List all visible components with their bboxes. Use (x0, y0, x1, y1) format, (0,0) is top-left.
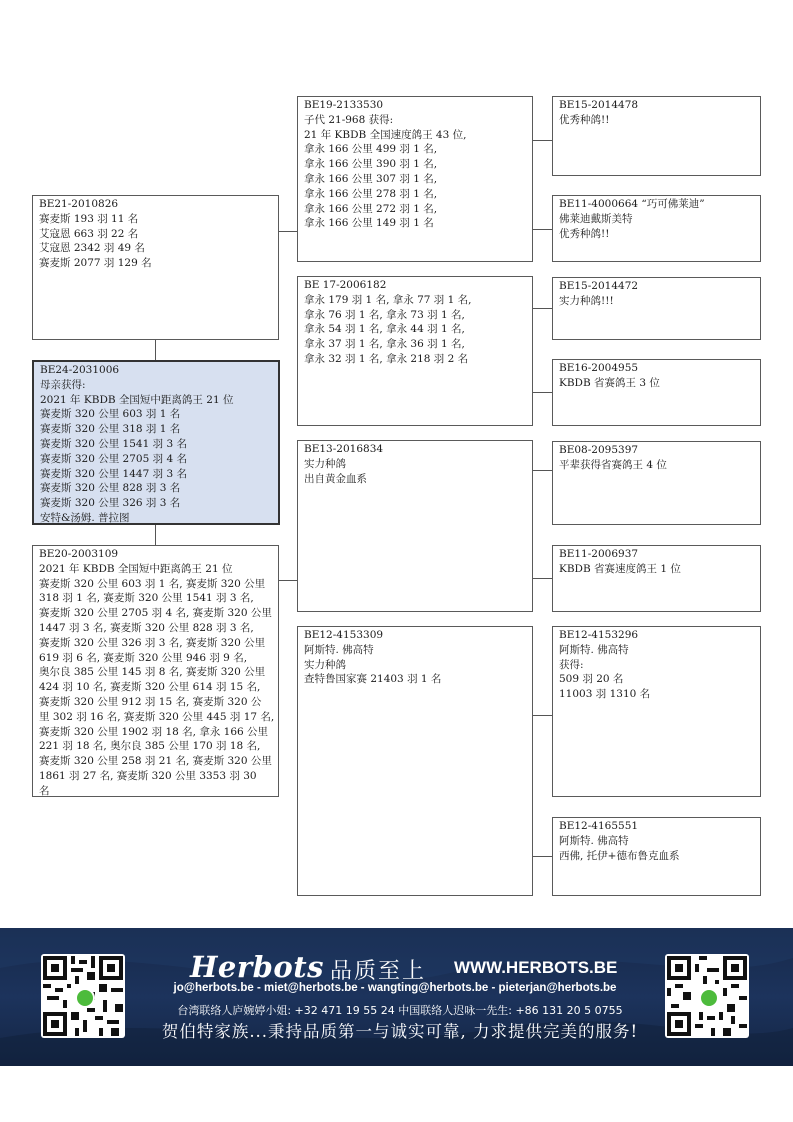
ring-number: BE08-2095397 (559, 444, 639, 456)
herbots-logo: Herbots (190, 950, 324, 984)
line-icon (75, 988, 95, 1008)
info-line: 优秀种鸽!! (559, 113, 610, 126)
info-line: 实力种鸽 (304, 457, 346, 470)
result-line: 424 羽 10 名, 赛麦斯 320 公里 614 羽 15 名, (39, 681, 261, 694)
ring-number: BE19-2133530 (304, 99, 384, 111)
result-line: 拿永 76 羽 1 名, 拿永 73 羽 1 名, (304, 308, 465, 321)
result-line: 赛麦斯 320 公里 603 羽 1 名, 赛麦斯 320 公里 (39, 577, 266, 590)
info-line: 佛莱迪戴斯美特 (559, 212, 633, 225)
great-grandparent-box-6 (552, 545, 761, 612)
info-line: 子代 21-968 获得: (304, 113, 394, 126)
info-line: 阿斯特. 佛高特 (559, 643, 629, 656)
result-line: 拿永 54 羽 1 名, 拿永 44 羽 1 名, (304, 323, 465, 336)
ring-number: BE15-2014478 (559, 99, 639, 111)
brand-row (190, 950, 630, 986)
connector-line (533, 856, 552, 857)
ring-number: BE20-2003109 (39, 548, 119, 560)
email-contacts[interactable]: jo@herbots.be - miet@herbots.be - wangting@herbots.be - pieterjan@herbots.be (173, 982, 617, 994)
ring-number: BE13-2016834 (304, 443, 384, 455)
breeder-line: 安特&汤姆. 普拉图 (40, 511, 130, 524)
result-line: 艾寇恩 2342 羽 49 名 (39, 242, 145, 255)
result-line: 拿永 179 羽 1 名, 拿永 77 羽 1 名, (304, 293, 472, 306)
result-line: 拿永 37 羽 1 名, 拿永 36 羽 1 名, (304, 338, 465, 351)
subject-box (32, 360, 280, 525)
connector-line (533, 470, 552, 471)
connector-line (533, 715, 552, 716)
connector-line (533, 229, 552, 230)
result-line: 里 302 羽 16 名, 赛麦斯 320 公里 445 羽 17 名, (39, 710, 275, 723)
ring-number: BE12-4153309 (304, 629, 384, 641)
info-line: 平辈获得省赛鸽王 4 位 (559, 458, 667, 471)
phone-contacts: 台湾联络人庐婉婷小姐: +32 471 19 55 24 中国联络人迟咏一先生: +86 131 20 5 0755 (177, 1004, 623, 1017)
info-line: KBDB 省赛速度鸽王 1 位 (559, 562, 681, 575)
connector-line (155, 340, 156, 360)
grandparent-box-2 (297, 276, 533, 426)
qr-code-wechat[interactable] (665, 954, 749, 1038)
footer-banner (0, 928, 793, 1066)
ring-number: BE12-4165551 (559, 820, 639, 832)
connector-line (533, 308, 552, 309)
wechat-icon (699, 988, 719, 1008)
info-line: 2021 年 KBDB 全国短中距离鸽王 21 位 (39, 562, 233, 575)
great-grandparent-box-3 (552, 277, 761, 340)
website-link[interactable]: WWW.HERBOTS.BE (454, 958, 618, 977)
result-line: 赛麦斯 320 公里 2705 羽 4 名, 赛麦斯 320 公里 (39, 607, 272, 620)
result-line: 赛麦斯 2077 羽 129 名 (39, 257, 152, 270)
motto: 贺伯特家族...秉持品质第一与诚实可靠, 力求提供完美的服务! (161, 1022, 639, 1041)
result-line: 赛麦斯 320 公里 318 羽 1 名 (40, 423, 181, 436)
great-grandparent-box-7 (552, 626, 761, 797)
ring-number: BE11-2006937 (559, 548, 639, 560)
result-line: 赛麦斯 320 公里 326 羽 3 名, 赛麦斯 320 公里 (39, 636, 266, 649)
great-grandparent-box-1 (552, 96, 761, 176)
sire-box (32, 195, 279, 340)
result-line: 赛麦斯 320 公里 1447 羽 3 名 (40, 467, 187, 480)
result-line: 拿永 166 公里 307 羽 1 名, (304, 172, 438, 185)
info-line: 2021 年 KBDB 全国短中距离鸽王 21 位 (40, 393, 234, 406)
ring-number: BE11-4000664 “巧可佛莱迪” (559, 198, 705, 210)
result-line: 赛麦斯 320 公里 912 羽 15 名, 赛麦斯 320 公 (39, 695, 262, 708)
info-line: 获得: (559, 658, 584, 671)
connector-line (279, 231, 297, 232)
ring-number: BE24-2031006 (40, 364, 120, 376)
result-line: 509 羽 20 名 (559, 673, 624, 686)
info-line: 母亲获得: (40, 378, 86, 391)
info-line: 实力种鸽!!! (559, 294, 614, 307)
ring-number: BE15-2014472 (559, 280, 639, 292)
info-line: 优秀种鸽!! (559, 227, 610, 240)
info-line: 阿斯特. 佛高特 (304, 643, 374, 656)
result-line: 拿永 32 羽 1 名, 拿永 218 羽 2 名 (304, 352, 469, 365)
result-line: 拿永 166 公里 278 羽 1 名, (304, 187, 438, 200)
great-grandparent-box-8 (552, 817, 761, 896)
great-grandparent-box-4 (552, 359, 761, 426)
ring-number: BE21-2010826 (39, 198, 119, 210)
grandparent-box-3 (297, 440, 533, 612)
result-line: 619 羽 6 名, 赛麦斯 320 公里 946 羽 9 名, (39, 651, 248, 664)
result-line: 赛麦斯 320 公里 326 羽 3 名 (40, 497, 181, 510)
result-line: 赛麦斯 320 公里 828 羽 3 名 (40, 482, 181, 495)
info-line: 西佛, 托伊+德布鲁克血系 (559, 849, 680, 862)
ring-number: BE 17-2006182 (304, 279, 387, 291)
connector-line (533, 140, 552, 141)
result-line: 拿永 166 公里 149 羽 1 名 (304, 217, 434, 230)
ring-number: BE12-4153296 (559, 629, 639, 641)
result-line: 艾寇恩 663 羽 22 名 (39, 227, 139, 240)
info-line: 出自黄金血系 (304, 472, 367, 485)
result-line: 拿永 166 公里 390 羽 1 名, (304, 158, 438, 171)
connector-line (279, 580, 297, 581)
result-line: 奥尔良 385 公里 145 羽 8 名, 赛麦斯 320 公里 (39, 666, 266, 679)
connector-line (155, 525, 156, 545)
ring-number: BE16-2004955 (559, 362, 639, 374)
result-line: 赛麦斯 320 公里 603 羽 1 名 (40, 408, 181, 421)
info-line: 21 年 KBDB 全国速度鸽王 43 位, (304, 128, 467, 141)
info-line: KBDB 省赛鸽王 3 位 (559, 376, 660, 389)
grandparent-box-4 (297, 626, 533, 896)
result-line: 赛麦斯 320 公里 258 羽 21 名, 赛麦斯 320 公里 (39, 755, 272, 768)
slogan: 品质至上 (330, 959, 427, 984)
result-line: 拿永 166 公里 499 羽 1 名, (304, 143, 438, 156)
result-line: 1861 羽 27 名, 赛麦斯 320 公里 3353 羽 30 (39, 769, 257, 782)
great-grandparent-box-5 (552, 441, 761, 525)
result-line: 318 羽 1 名, 赛麦斯 320 公里 1541 羽 3 名, (39, 592, 254, 605)
info-line: 阿斯特. 佛高特 (559, 834, 629, 847)
result-line: 11003 羽 1310 名 (559, 688, 651, 701)
great-grandparent-box-2 (552, 195, 761, 262)
qr-code-line[interactable] (41, 954, 125, 1038)
info-line: 实力种鸽 (304, 658, 346, 671)
result-line: 名 (39, 784, 50, 797)
result-line: 1447 羽 3 名, 赛麦斯 320 公里 828 羽 3 名, (39, 621, 254, 634)
result-line: 赛麦斯 193 羽 11 名 (39, 212, 139, 225)
result-line: 赛麦斯 320 公里 1902 羽 18 名, 拿永 166 公里 (39, 725, 269, 738)
result-line: 221 羽 18 名, 奥尔良 385 公里 170 羽 18 名, (39, 740, 261, 753)
connector-line (533, 578, 552, 579)
result-line: 赛麦斯 320 公里 2705 羽 4 名 (40, 452, 187, 465)
dam-box (32, 545, 279, 797)
result-line: 查特鲁国家赛 21403 羽 1 名 (304, 673, 442, 686)
result-line: 赛麦斯 320 公里 1541 羽 3 名 (40, 437, 187, 450)
connector-line (533, 392, 552, 393)
result-line: 拿永 166 公里 272 羽 1 名, (304, 202, 438, 215)
grandparent-box-1 (297, 96, 533, 262)
